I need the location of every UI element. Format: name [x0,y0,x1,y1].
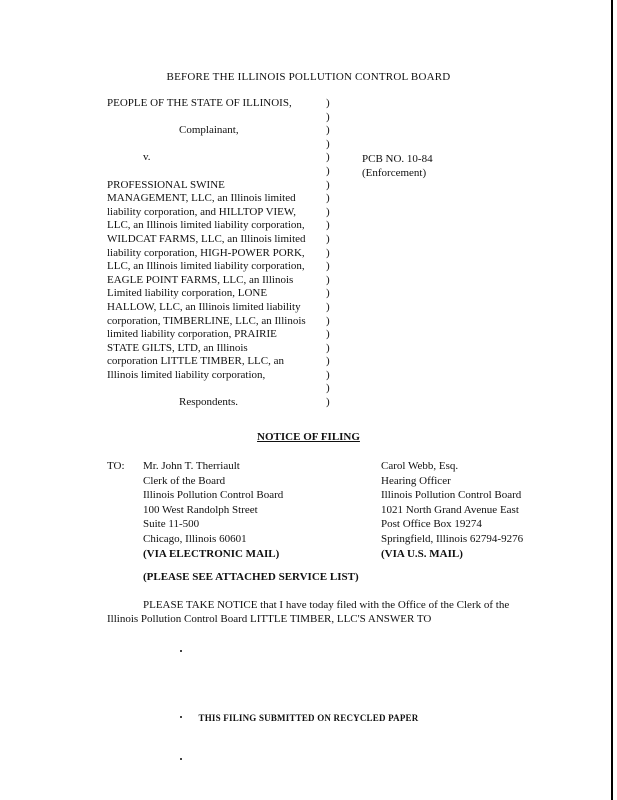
address-line: Mr. John T. Therriault [143,460,240,472]
address-line: Illinois Pollution Control Board [143,489,284,502]
paren: ) [326,396,330,409]
caption-line: Illinois limited liability corporation, [107,368,266,381]
paren: ) [326,97,330,109]
paren: ) [326,192,330,205]
paren: ) [326,246,330,259]
caption-line [107,165,306,179]
paren: ) [326,273,330,286]
notice-heading: NOTICE OF FILING [257,431,360,443]
recipient-hearing-officer [381,459,523,561]
speck-mark [180,650,182,652]
caption-line: LLC, an Illinois limited liability corporation, [107,260,305,273]
paren: ) [326,314,330,327]
case-info [362,152,433,180]
caption-line: liability corporation, and HILLTOP VIEW, [107,205,297,218]
complainant-label: Complainant, [179,124,239,137]
board-title: BEFORE THE ILLINOIS POLLUTION CONTROL BOARD [166,71,451,83]
address-line: Chicago, Illinois 60601 [143,532,247,545]
caption-parentheses [326,97,330,410]
caption-line: PEOPLE OF THE STATE OF ILLINOIS, [107,97,292,109]
caption-line: MANAGEMENT, LLC, an Illinois limited [107,192,296,205]
address-line: Hearing Officer [381,474,451,487]
paren: ) [326,205,330,218]
versus-label: v. [143,151,151,164]
paren: ) [326,124,330,137]
paren: ) [326,178,330,191]
caption-line: corporation LITTLE TIMBER, LLC, an [107,355,284,368]
case-number: PCB NO. 10-84 [362,153,433,165]
service-list-note: (PLEASE SEE ATTACHED SERVICE LIST) [143,571,359,583]
address-line: Illinois Pollution Control Board [381,489,522,502]
paren: ) [326,164,330,177]
caption-line: EAGLE POINT FARMS, LLC, an Illinois [107,273,294,286]
recipient-clerk [143,459,283,561]
paren: ) [326,110,330,123]
address-line: Clerk of the Board [143,474,226,487]
caption-line: PROFESSIONAL SWINE [107,178,225,191]
caption-line: limited liability corporation, PRAIRIE [107,328,277,341]
caption-line: corporation, TIMBERLINE, LLC, an Illinois [107,314,306,327]
address-line: 1021 North Grand Avenue East [381,503,519,516]
paren: ) [326,287,330,300]
paren: ) [326,368,330,381]
delivery-method: (VIA ELECTRONIC MAIL) [143,547,280,560]
notice-body [107,598,537,626]
caption-line [107,382,306,396]
paren: ) [326,355,330,368]
notice-paragraph: PLEASE TAKE NOTICE that I have today filed with the Office of the Clerk of the Illinois Pollution Control Board LITTLE TIMBER, LLC'S ANSWER TO [107,599,510,625]
delivery-method: (VIA U.S. MAIL) [381,547,463,560]
paren: ) [326,219,330,232]
caption-line: WILDCAT FARMS, LLC, an Illinois limited [107,232,306,245]
caption-line: HALLOW, LLC, an Illinois limited liability [107,300,301,313]
recycled-paper-footer: THIS FILING SUBMITTED ON RECYCLED PAPER [198,713,419,723]
case-type: (Enforcement) [362,167,427,179]
caption-line: LLC, an Illinois limited liability corporation, [107,219,305,232]
address-line: Springfield, Illinois 62794-9276 [381,532,524,545]
address-line: 100 West Randolph Street [143,503,258,516]
respondents-label: Respondents. [179,396,238,409]
caption-line: liability corporation, HIGH-POWER PORK, [107,246,305,259]
paren: ) [326,137,330,150]
paren: ) [326,260,330,273]
caption-line [107,111,306,125]
caption-line: Limited liability corporation, LONE [107,287,268,300]
paren: ) [326,341,330,354]
address-line: Post Office Box 19274 [381,518,482,531]
address-line: Carol Webb, Esq. [381,460,459,472]
speck-mark [180,758,182,760]
address-line: Suite 11-500 [143,518,200,531]
caption-parties [107,97,306,410]
paren: ) [326,151,330,164]
caption-line [107,138,306,152]
caption-line: STATE GILTS, LTD, an Illinois [107,341,248,354]
page-edge [611,0,613,800]
paren: ) [326,300,330,313]
paren: ) [326,232,330,245]
paren: ) [326,328,330,341]
to-label: TO: [107,460,125,472]
paren: ) [326,382,330,395]
